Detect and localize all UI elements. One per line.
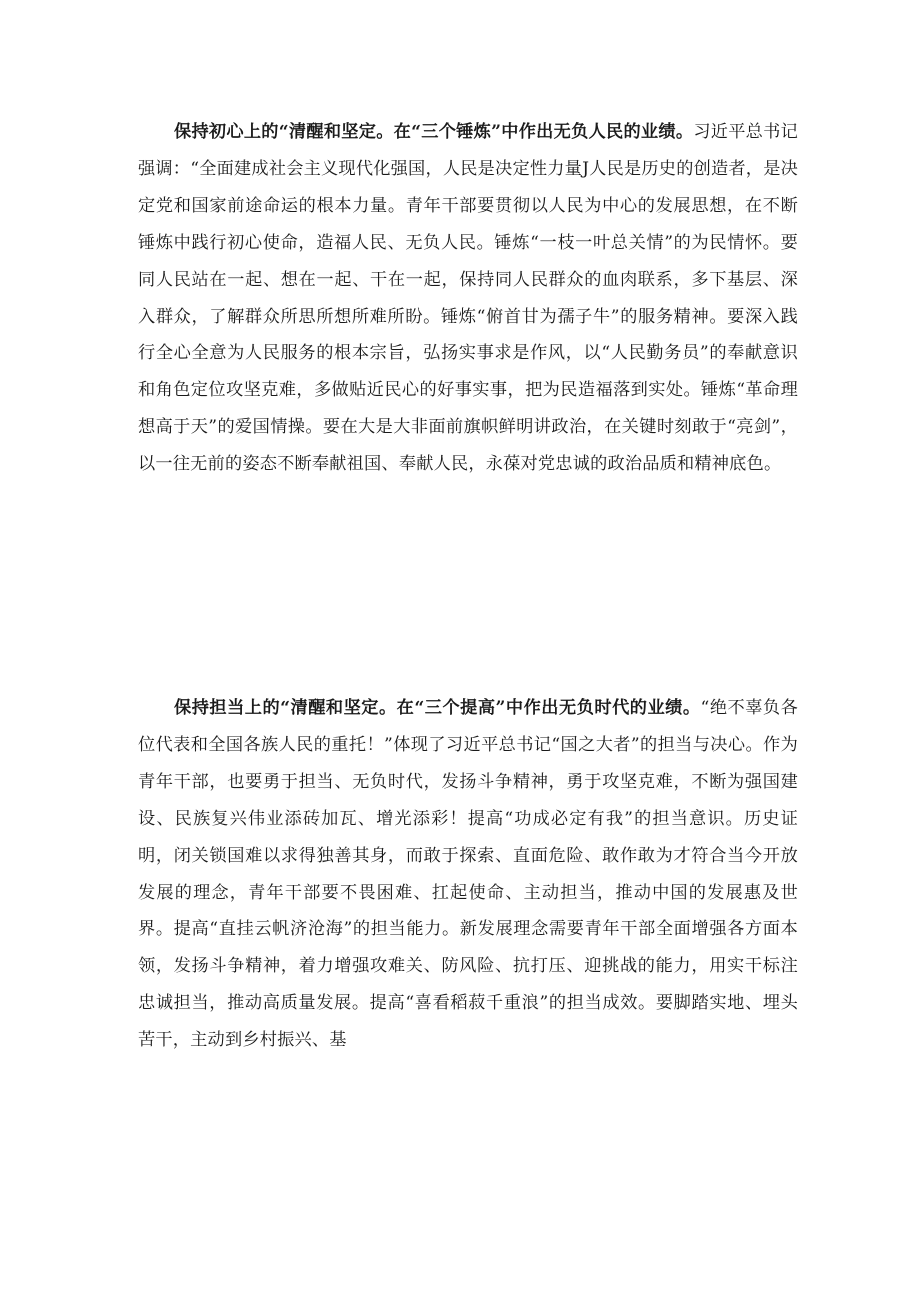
paragraph-2-body: “绝不辜负各位代表和全国各族人民的重托！”体现了习近平总书记“国之大者”的担当与决心。作为青年干部，也要勇于担当、无负时代，发扬斗争精神，勇于攻坚克难，不断为强国建设、民族复兴伟业添砖加瓦、增光添彩！提高“功成必定有我”的担当意识。历史证明，闭关锁国难以求得独善其身，而敢于探索、直面危险、敢作敢为才符合当今开放发展的理念，青年干部要不畏困难、扛起使命、主动担当，推动中国的发展惠及世界。提高“直挂云帆济沧海”的担当能力。新发展理念需要青年干部全面增强各方面本领，发扬斗争精神，着力增强攻难关、防风险、抗打压、迎挑战的能力，用实干标注忠诚担当，推动高质量发展。提高“喜看稻菽千重浪”的担当成效。要脚踏实地、埋头苦干，主动到乡村振兴、基 [138,698,798,1051]
paragraph-1-lead: 保持初心上的“清醒和坚定。在“三个锤炼”中作出无负人民的业绩。 [174,122,694,142]
paragraph-1-body: 习近平总书记强调：“全面建成社会主义现代化强国，人民是决定性力量J人民是历史的创造者，是决定党和国家前途命运的根本力量。青年干部要贯彻以人民为中心的发展思想，在不断锤炼中践行初心使命，造福人民、无负人民。锤炼“一枝一叶总关情”的为民情怀。要同人民站在一起、想在一起、干在一起，保持同人民群众的血肉联系，多下基层、深入群众，了解群众所思所想所难所盼。锤炼“俯首甘为孺子牛”的服务精神。要深入践行全心全意为人民服务的根本宗旨，弘扬实事求是作风，以“人民勤务员”的奉献意识和角色定位攻坚克难，多做贴近民心的好事实事，把为民造福落到实处。锤炼“革命理想高于天”的爱国情操。要在大是大非面前旗帜鲜明讲政治，在关键时刻敢于“亮剑”，以一往无前的姿态不断奉献祖国、奉献人民，永葆对党忠诚的政治品质和精神底色。 [138,122,798,475]
paragraph-2 [138,690,798,1059]
paragraph-2-lead: 保持担当上的“清醒和坚定。在“三个提高”中作出无负时代的业绩。 [174,698,701,718]
paragraph-1 [138,114,798,483]
